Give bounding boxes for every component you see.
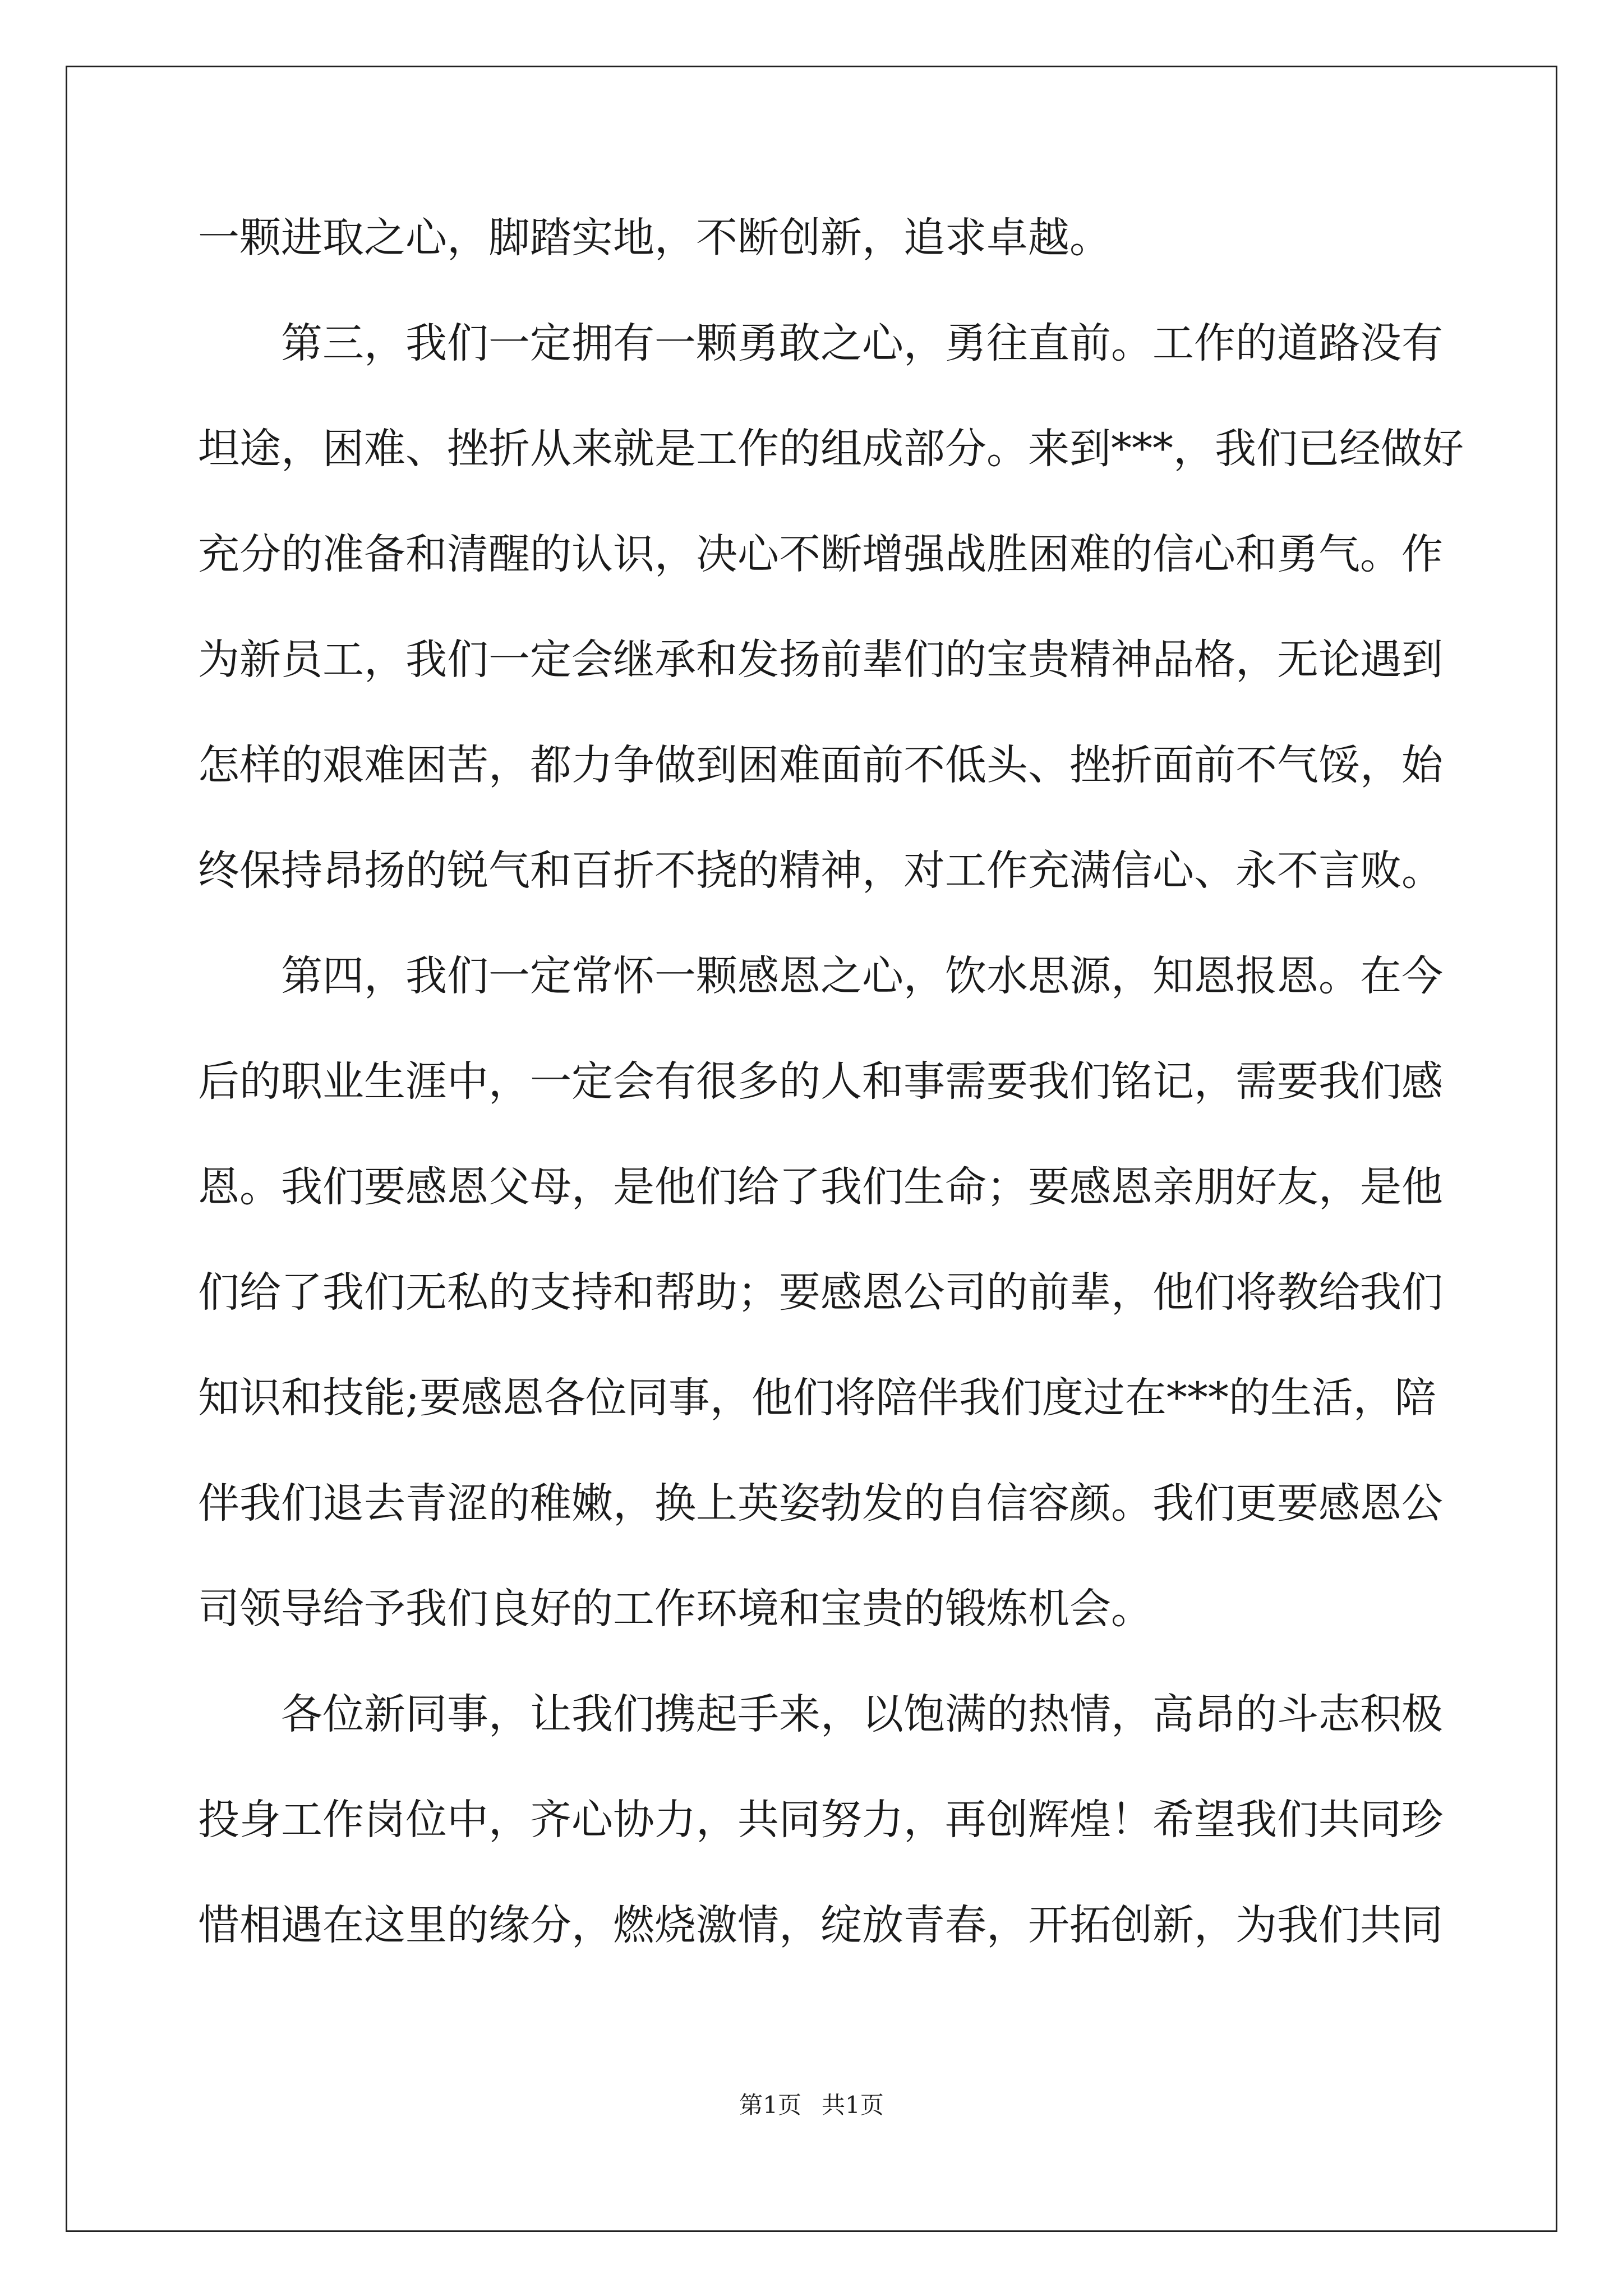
paragraph-start-line: 各位新同事，让我们携起手来，以饱满的热情，高昂的斗志积极 <box>281 1690 1443 1738</box>
text-line: 知识和技能;要感恩各位同事，他们将陪伴我们度过在***的生活，陪 <box>198 1374 1436 1422</box>
text-line: 充分的准备和清醒的认识，决心不断增强战胜困难的信心和勇气。作 <box>198 530 1443 578</box>
paragraph-start-line: 第三，我们一定拥有一颗勇敢之心，勇往直前。工作的道路没有 <box>281 319 1443 367</box>
text-line: 伴我们退去青涩的稚嫩，换上英姿勃发的自信容颜。我们更要感恩公 <box>198 1479 1443 1527</box>
text-line: 怎样的艰难困苦，都力争做到困难面前不低头、挫折面前不气馁，始 <box>198 741 1443 789</box>
document-body <box>198 185 1464 1978</box>
text-line: 坦途，困难、挫折从来就是工作的组成部分。来到***，我们已经做好 <box>198 425 1464 473</box>
text-line: 为新员工，我们一定会继承和发扬前辈们的宝贵精神品格，无论遇到 <box>198 636 1443 684</box>
text-line: 终保持昂扬的锐气和百折不挠的精神，对工作充满信心、永不言败。 <box>198 846 1443 895</box>
paragraph-start-line: 第四，我们一定常怀一颗感恩之心，饮水思源，知恩报恩。在今 <box>281 952 1443 1000</box>
text-line: 惜相遇在这里的缘分，燃烧激情，绽放青春，开拓创新，为我们共同 <box>198 1901 1443 1949</box>
page-footer <box>0 2087 1623 2120</box>
text-line: 司领导给予我们良好的工作环境和宝贵的锻炼机会。 <box>198 1585 1152 1633</box>
page-number-total: 共1页 <box>822 2091 884 2119</box>
page-number-current: 第1页 <box>739 2091 801 2119</box>
text-line: 们给了我们无私的支持和帮助；要感恩公司的前辈，他们将教给我们 <box>198 1268 1443 1317</box>
text-line: 恩。我们要感恩父母，是他们给了我们生命；要感恩亲朋好友，是他 <box>198 1163 1443 1211</box>
text-line: 投身工作岗位中，齐心协力，共同努力，再创辉煌！希望我们共同珍 <box>198 1796 1443 1844</box>
text-line: 后的职业生涯中，一定会有很多的人和事需要我们铭记，需要我们感 <box>198 1057 1443 1106</box>
text-line: 一颗进取之心，脚踏实地，不断创新，追求卓越。 <box>198 214 1111 262</box>
